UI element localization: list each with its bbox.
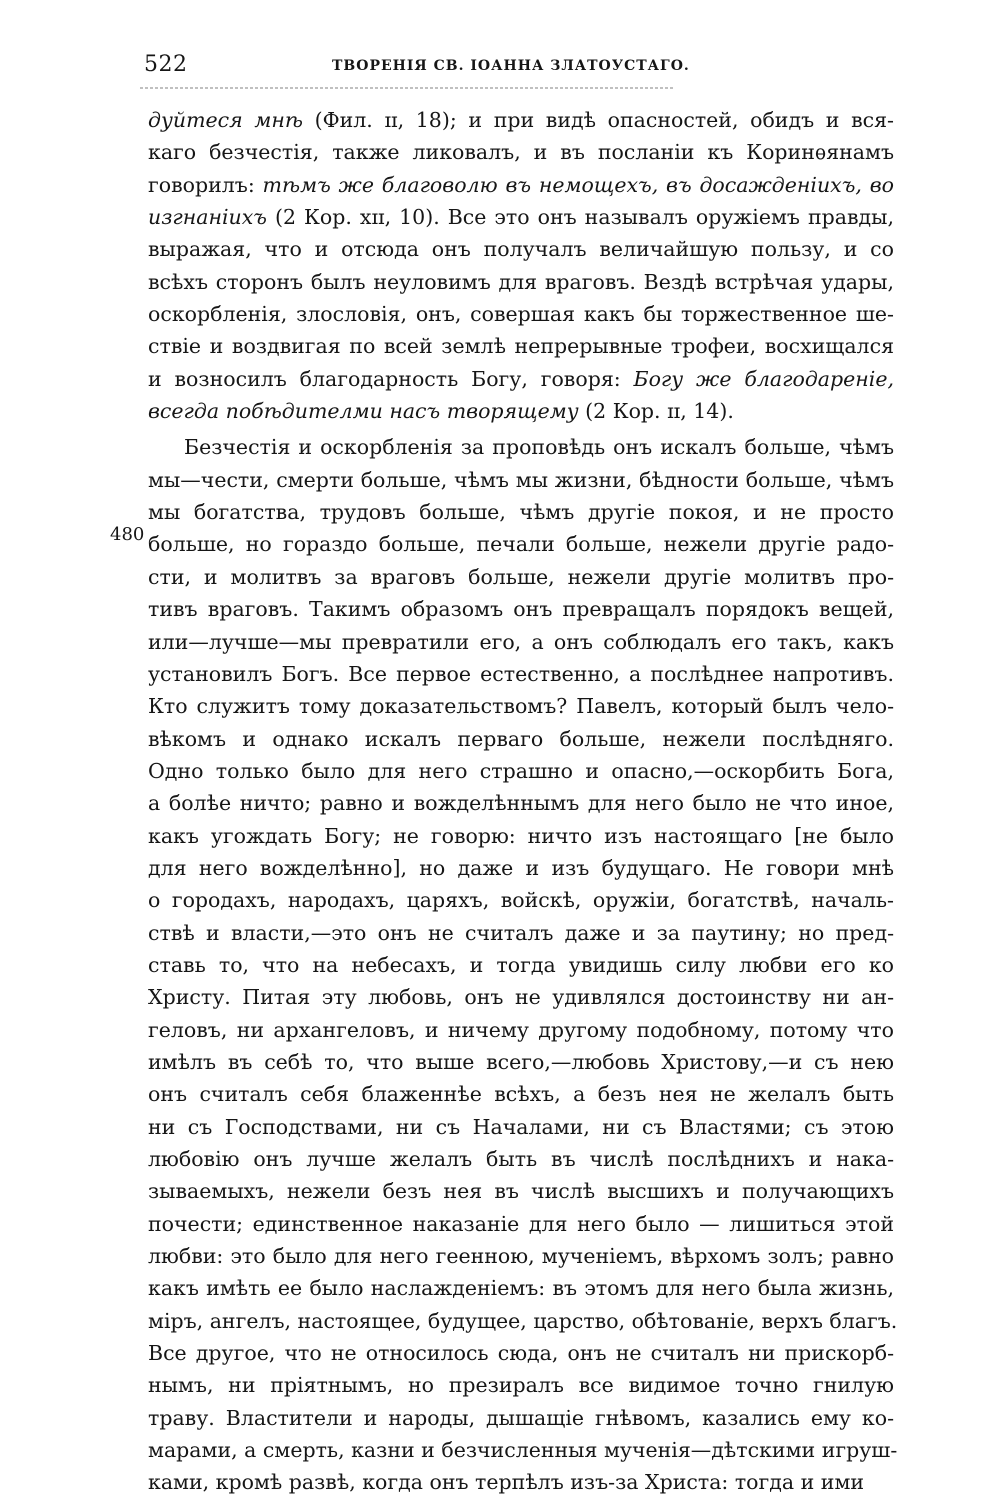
text-line: мы—чести, смерти больше, чѣмъ мы жизни, бѣдности больше, чѣмъ [148, 467, 894, 492]
text-line [148, 233, 894, 265]
text-line: траву. Властители и народы, дышащіе гнѣвомъ, казались ему ко- [148, 1405, 894, 1430]
italic-quote: изгнаніихъ [148, 205, 267, 230]
text-run: (Фил. ɪɪ, 18); и при видѣ опасностей, обидъ и вся- [302, 108, 894, 132]
text-line: о городахъ, народахъ, царяхъ, войскѣ, оружіи, богатствѣ, началь- [148, 888, 894, 913]
text-line [148, 104, 894, 136]
text-run: (2 Кор. xɪɪ, 10). Все это онъ называлъ оружіемъ правды, [266, 205, 894, 230]
text-line [148, 298, 894, 330]
text-line: ками, кромѣ развѣ, когда онъ терпѣлъ изъ-за Христа: тогда и ими [148, 1470, 865, 1495]
text-line: больше, но гораздо больше, печали больше, нежели другіе радо- [148, 532, 894, 557]
text-line: любви: это было для него геенною, мученіемъ, вѣрхомъ золъ; равно [148, 1244, 894, 1269]
text-line: Все другое, что не относилось сюда, онъ не считалъ ни прискорб- [148, 1341, 894, 1366]
text-line: какъ имѣть ее было наслажденіемъ: въ этомъ для него была жизнь, [148, 1276, 894, 1301]
text-line [148, 395, 894, 427]
text-run: говорилъ: [148, 172, 263, 197]
text-line: сти, и молитвъ за враговъ больше, нежели другіе молитвъ про- [148, 564, 894, 589]
body-text [148, 104, 898, 1499]
text-run: и возносилъ благодарность Богу, говоря: [148, 366, 634, 391]
text-line: зываемыхъ, нежели безъ нея въ числѣ высшихъ и получающихъ [148, 1179, 894, 1204]
text-line: ставь то, что на небесахъ, и тогда увидишь силу любви его ко [148, 952, 894, 977]
text-line [148, 266, 894, 298]
margin-page-reference: 480 [110, 524, 145, 545]
text-line: нымъ, ни пріятнымъ, но презиралъ все видимое точно гнилую [148, 1373, 894, 1398]
italic-quote: Богу же благодареніе, [633, 366, 894, 391]
text-line [148, 363, 894, 395]
text-line: Христу. Питая эту любовь, онъ не удивлялся достоинству ни ан- [148, 985, 894, 1010]
text-line: вѣкомъ и однако искалъ перваго больше, нежели послѣдняго. [148, 726, 894, 751]
text-line: имѣлъ въ себѣ то, что выше всего,—любовь Христову,—и съ нею [148, 1049, 894, 1074]
paragraph-2 [148, 431, 898, 1498]
text-line: марами, а смерть, казни и безчисленныя мученія—дѣтскими игруш- [148, 1438, 898, 1463]
text-run: каго безчестія, также ликовалъ, и въ посланіи къ Коринѳянамъ [148, 140, 894, 165]
text-line: Одно только было для него страшно и опасно,—оскорбить Бога, [148, 758, 894, 783]
text-line: любовію онъ лучше желалъ быть въ числѣ послѣднихъ и нака- [148, 1147, 894, 1171]
italic-quote: тѣмъ же благоволю въ немощехъ, въ досажденіихъ, во [262, 172, 894, 197]
text-line: тивъ враговъ. Такимъ образомъ онъ превращалъ порядокъ вещей, [148, 597, 894, 622]
text-line: установилъ Богъ. Все первое естественно, а послѣднее напротивъ. [148, 661, 894, 686]
text-line: ни съ Господствами, ни съ Началами, ни съ Властями; съ этою [148, 1114, 894, 1139]
text-line: міръ, ангелъ, настоящее, будущее, царство, обѣтованіе, верхъ благъ. [148, 1308, 898, 1333]
text-run: (2 Кор. ɪɪ, 14). [578, 399, 734, 424]
page-number: 522 [144, 52, 188, 77]
text-run: выражая, что и отсюда онъ получалъ величайшую пользу, и со [148, 237, 894, 262]
text-line: Безчестія и оскорбленія за проповѣдь онъ искалъ больше, чѣмъ [184, 435, 894, 460]
text-line: а болѣе ничто; равно и вожделѣннымъ для него было не что иное, [148, 791, 894, 816]
text-line [148, 169, 894, 201]
italic-quote: всегда побѣдителми насъ творящему [148, 399, 579, 424]
header-ornamental-rule [140, 86, 674, 90]
text-line [148, 136, 894, 168]
text-run: оскорбленія, злословія, онъ, совершая какъ бы торжественное ше- [148, 302, 894, 327]
italic-quote: дуйтеся мнѣ [148, 108, 303, 132]
page-header [140, 52, 900, 88]
text-line: ствѣ и власти,—это онъ не считалъ даже и за паутину; но пред- [148, 920, 894, 945]
paragraph-1 [148, 104, 894, 427]
text-line: почести; единственное наказаніе для него было — лишиться этой [148, 1211, 894, 1236]
text-line: онъ считалъ себя блаженнѣе всѣхъ, а безъ нея не желалъ быть [148, 1082, 894, 1107]
text-line: Кто служитъ тому доказательствомъ? Павелъ, который былъ чело- [148, 694, 894, 719]
text-run: ствіе и воздвигая по всей землѣ непрерывные трофеи, восхищался [148, 334, 894, 359]
text-run: всѣхъ сторонъ былъ неуловимъ для враговъ. Вездѣ встрѣчая удары, [148, 269, 894, 294]
text-line [148, 201, 894, 233]
running-title: ТВОРЕНІЯ СВ. ІОАННА ЗЛАТОУСТАГО. [332, 58, 690, 74]
text-line: мы богатства, трудовъ больше, чѣмъ другіе покоя, и не просто [148, 500, 894, 525]
text-line: или—лучше—мы превратили его, а онъ соблюдалъ его такъ, какъ [148, 629, 894, 654]
text-line: какъ угождать Богу; не говорю: ничто изъ настоящаго [не было [148, 823, 894, 848]
text-line [148, 330, 894, 362]
text-line: геловъ, ни архангеловъ, и ничему другому подобному, потому что [148, 1017, 894, 1042]
text-line: для него вожделѣнно], но даже и изъ будущаго. Не говори мнѣ [148, 855, 894, 880]
